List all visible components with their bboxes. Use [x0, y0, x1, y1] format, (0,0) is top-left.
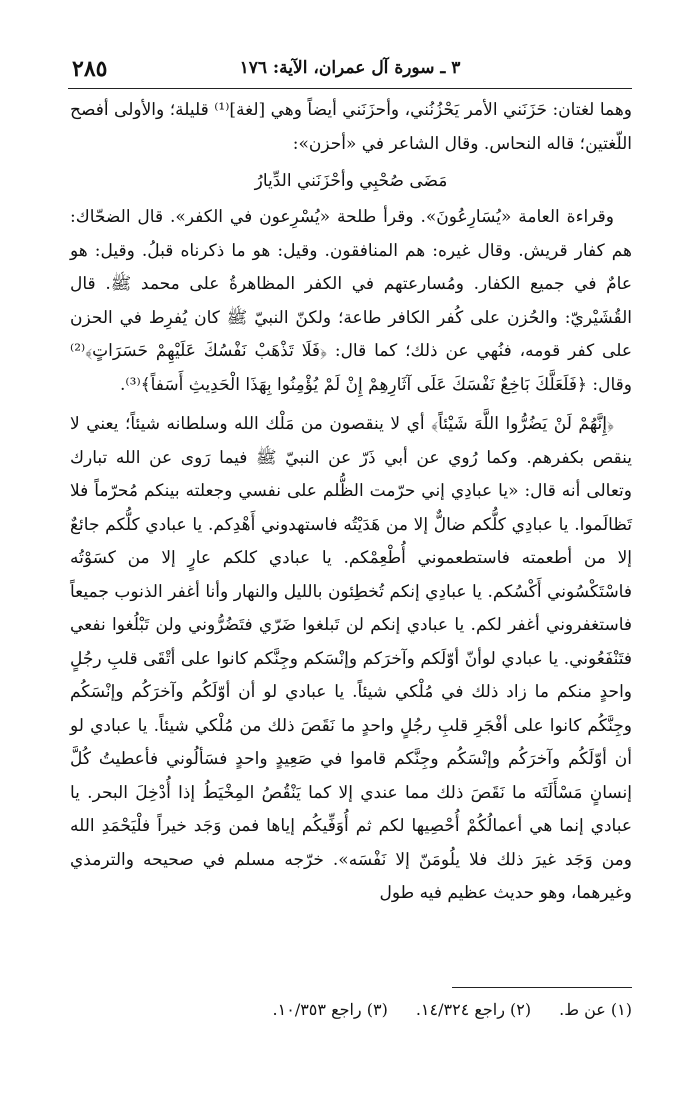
paragraph-readings: وقراءة العامة «يُسَارِعُونَ». وقرأ طلحة «يُسْرِعون في الكفر». قال الضحّاك: هم كفار قريش. وقال غيره: هم المنافقون. وقيل: هو ما ذكرناه قبلُ. وقيل: هو عامٌ في جميع الكفار. ومُسارعتهم في الكفر المظاهرةُ على محمد ﷺ. قال القُشَيْريّ: والحُزن على كُفر الكافر طاعة؛ ولكنّ النبيّ ﷺ كان يُفرِط في الحزن على كفر قومه، فنُهي عن ذلك؛ كما قال: ﴿فَلَا تَذْهَبْ نَفْسُكَ عَلَيْهِمْ حَسَرَاتٍ﴾⁽²⁾ وقال: ﴿فَلَعَلَّكَ بَاخِعٌ نَفْسَكَ عَلَى آثَارِهِمْ إِنْ لَمْ يُؤْمِنُوا بِهَذَا الْحَدِيثِ أَسَفاً﴾⁽³⁾. [70, 207, 632, 395]
footnote-divider [452, 987, 632, 988]
paragraph-hadith: ﴿إِنَّهُمْ لَنْ يَضُرُّوا اللَّهَ شَيْئاً﴾ أي لا ينقصون من مَلْك الله وسلطانه شيئاً؛ يعني لا ينقص بكفرهم. وكما رُوي عن أبي ذَرّ عن النبيّ ﷺ فيما رَوى عن الله تبارك وتعالى أنه قال: «يا عبادِي إني حرّمت الظُّلم على نفسي وجعلته بينكم مُحرّماً فلا تَظالَموا. يا عبادِي كلُّكم ضالٌّ إلا من هَدَيْتُه فاستهدوني أَهْدِكم. يا عبادي كلُّكم جائعٌ إلا من أطعمته فاستطعموني أُطْعِمْكم. يا عبادي كلكم عارٍ إلا من كسَوْتُه فاسْتَكْسُوني أَكْسُكم. يا عبادِي إنكم تُخطِئون بالليل والنهار وأنا أغفر الذنوب جميعاً فاستغفروني أغفر لكم. يا عبادي إنكم لن تَبلغوا ضَرّي فتَضُرُّوني ولن تَبْلُغوا نفعي فتَنْفَعُوني. يا عبادي لوأنّ أوّلَكم وآخرَكم وإنْسَكم وجِنَّكم كانوا على أتْقَى قلبِ رجُلٍ واحدٍ منكم ما زاد ذلك في مُلْكي شيئاً. يا عبادي لو أن أوّلَكُم وآخرَكُم وإنْسَكُم وجِنَّكُم كانوا على أفْجَرِ قلبِ رجُلٍ واحدٍ ما نَقَصَ ذلك من مُلْكي شيئاً. يا عبادي لو أن أوّلَكُم وآخرَكُم وإنْسَكُم وجِنَّكم قاموا في صَعِيدٍ واحدٍ فسَألُوني فأعطيتُ كُلَّ إنسانٍ مَسْأَلَتَه ما نَقَصَ ذلك مما عندي إلا كما يَنْقُصُ المِخْيَطُ إذا أُدْخِلَ البحر. يا عبادي إنما هي أعمالُكُمْ أُحْصِيها لكم ثم أُوَفِّيكُم إياها فمن وَجَد خيراً فلْيَحْمَدِ الله ومن وَجَد غيرَ ذلك فلا يلُومَنّ إلا نَفْسَه». خرّجه مسلم في صحيحه والترمذي وغيرهما، وهو حديث عظيم فيه طول [70, 414, 632, 903]
footnote-2: (٢) راجع ١٤/٣٢٤. [415, 1000, 532, 1019]
paragraph-intro: وهما لغتان: حَزَنَني الأمر يَحْزُنُني، وأحزَنَني أيضاً وهي [لغة]⁽¹⁾ قليلة؛ والأولى أفصح اللّغتين؛ قاله النحاس. وقال الشاعر في «أحزن»: [70, 100, 632, 154]
running-head: ٣ ـ سورة آل عمران، الآية: ١٧٦ [239, 58, 461, 78]
footnote-1: (١) عن ط. [559, 1000, 632, 1019]
body-text [70, 94, 632, 911]
poetry-verse: مَضَى صُحْبِي وأحْزَنَني الدِّيارُ [254, 171, 448, 191]
footnotes [70, 998, 632, 1022]
footnote-3: (٣) راجع ١٠/٣٥٣. [272, 1000, 388, 1019]
page-number: ٢٨٥ [72, 56, 108, 82]
page-header [68, 50, 632, 89]
